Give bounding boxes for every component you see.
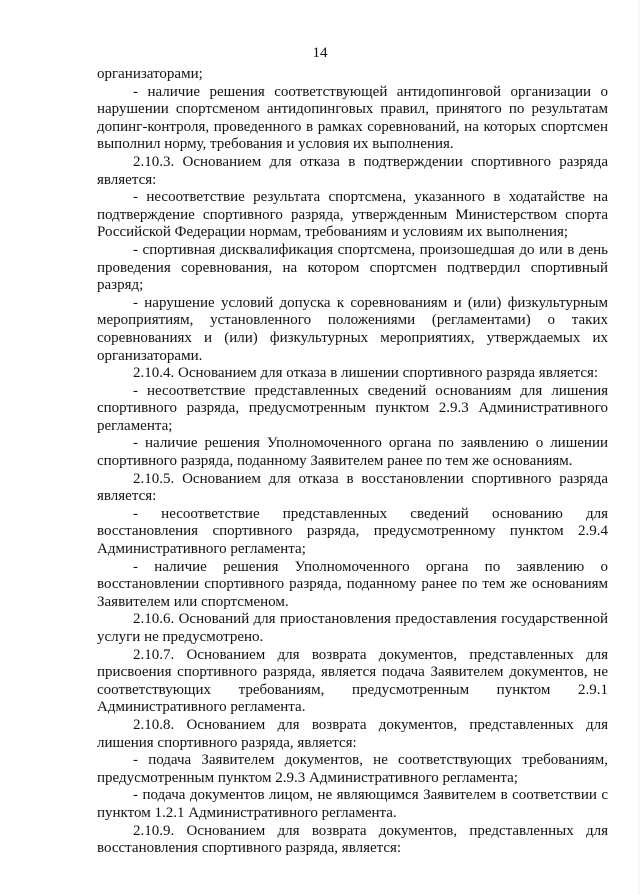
paragraph: - несоответствие результата спортсмена, указанного в ходатайстве на подтверждение спортивного разряда, утвержденным Министерством спорта Российской Федерации нормам, требованиям и условиям их выполнения;	[97, 189, 608, 241]
paragraph: - несоответствие представленных сведений основанию для восстановления спортивного разряда, предусмотренному пунктом 2.9.4 Административного регламента;	[97, 505, 608, 558]
section-paragraph-2-10-4: 2.10.4. Основанием для отказа в лишении спортивного разряда является:	[133, 365, 599, 382]
paragraph: - спортивная дисквалификация спортсмена, произошедшая до или в день проведения соревнования, на котором спортсмен подтвердил спортивный разряд;	[97, 241, 608, 294]
section-paragraph-2-10-6: 2.10.6. Оснований для приостановления предоставления государственной услуги не предусмотрено.	[97, 611, 608, 645]
paragraph: - несоответствие представленных сведений основаниям для лишения спортивного разряда, предусмотренным пунктом 2.9.3 Административного регламента;	[97, 382, 608, 434]
section-paragraph-2-10-7: 2.10.7. Основанием для возврата документов, представленных для присвоения спортивного разряда, является подача Заявителем документов, не соответствующих требованиям, предусмотренным пунктом 2.9.1 Административного регламента.	[97, 646, 608, 716]
section-paragraph-2-10-8: 2.10.8. Основанием для возврата документов, представленных для лишения спортивного разряда, является:	[97, 716, 608, 751]
paragraph: - подача документов лицом, не являющимся Заявителем в соответствии с пунктом 1.2.1 Административного регламента.	[97, 787, 608, 821]
paragraph: - наличие решения соответствующей антидопинговой организации о нарушении спортсменом антидопинговых правил, принятого по результатам допинг-контроля, проведенного в рамках соревнований, на которых спортсмен выполнил норму, требования и условия их выполнения.	[97, 83, 608, 153]
paragraph: - наличие решения Уполномоченного органа по заявлению о лишении спортивного разряда, поданному Заявителем ранее по тем же основаниям.	[97, 435, 608, 470]
paragraph: - подача Заявителем документов, не соответствующих требованиям, предусмотренным пунктом 2.9.3 Административного регламента;	[97, 752, 608, 786]
paragraph: организаторами;	[97, 66, 203, 82]
paragraph: - нарушение условий допуска к соревнованиям и (или) физкультурным мероприятиям, установленного положениями (регламентами) о таких соревнованиях и (или) физкультурных мероприятиях, утверждаемых их организаторами.	[97, 294, 608, 364]
section-paragraph-2-10-5: 2.10.5. Основанием для отказа в восстановлении спортивного разряда является:	[97, 470, 608, 505]
section-paragraph-2-10-3: 2.10.3. Основанием для отказа в подтверждении спортивного разряда является:	[97, 153, 608, 188]
section-paragraph-2-10-9: 2.10.9. Основанием для возврата документов, представленных для восстановления спортивного разряда, является:	[97, 822, 608, 857]
paragraph: - наличие решения Уполномоченного органа по заявлению о восстановлении спортивного разряда, поданному ранее по тем же основаниям Заявителем или спортсменом.	[97, 558, 608, 610]
document-body	[97, 66, 608, 858]
page-number: 14	[312, 45, 328, 61]
